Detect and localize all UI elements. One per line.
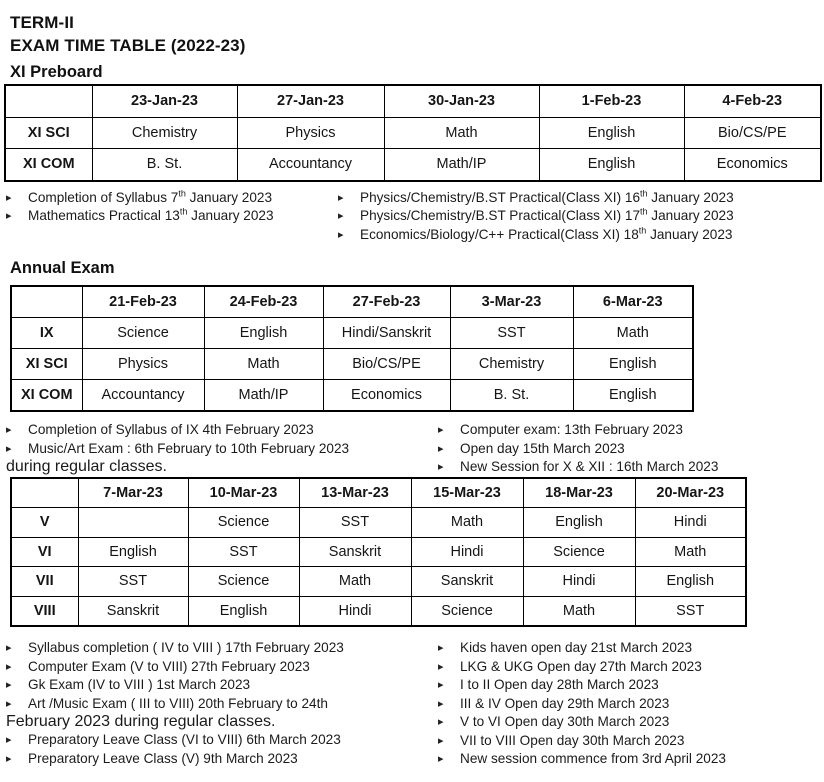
triangle-bullet-icon: ▸ bbox=[438, 424, 444, 436]
triangle-bullet-icon: ▸ bbox=[6, 191, 12, 204]
annual-table-body bbox=[11, 286, 693, 411]
preboard-row-label: XI COM bbox=[5, 149, 92, 181]
juniors-table-body bbox=[11, 478, 746, 627]
annual-subject-cell: English bbox=[573, 349, 693, 380]
note-line bbox=[438, 458, 824, 477]
table-row bbox=[11, 318, 693, 349]
note-line bbox=[338, 226, 824, 245]
annual-timetable bbox=[10, 285, 694, 412]
preboard-subject-cell: B. St. bbox=[92, 149, 237, 181]
note-text: V to VI Open day 30th March 2023 bbox=[460, 714, 670, 729]
annual-subject-cell: Math bbox=[204, 349, 323, 380]
note-line bbox=[438, 658, 824, 677]
note-item bbox=[338, 207, 824, 226]
note-line bbox=[338, 189, 824, 208]
title-line-exam: EXAM TIME TABLE (2022-23) bbox=[10, 36, 246, 55]
note-item bbox=[6, 695, 430, 732]
preboard-corner-cell bbox=[5, 85, 92, 117]
note-line bbox=[438, 732, 824, 751]
note-line bbox=[438, 676, 824, 695]
section-heading-preboard: XI Preboard bbox=[10, 63, 103, 81]
note-text: Computer Exam (V to VIII) 27th February 2023 bbox=[28, 658, 310, 674]
triangle-bullet-icon: ▸ bbox=[438, 753, 444, 765]
juniors-corner-cell bbox=[11, 478, 78, 508]
juniors-date-header: 13-Mar-23 bbox=[299, 478, 411, 508]
note-line bbox=[6, 440, 430, 459]
note-item bbox=[438, 713, 824, 732]
juniors-timetable bbox=[10, 477, 747, 628]
triangle-bullet-icon: ▸ bbox=[6, 210, 12, 222]
preboard-notes bbox=[0, 189, 824, 245]
note-item bbox=[6, 189, 330, 208]
annual-notes bbox=[0, 421, 824, 477]
triangle-bullet-icon: ▸ bbox=[438, 660, 444, 673]
preboard-subject-cell: English bbox=[539, 149, 684, 181]
triangle-bullet-icon: ▸ bbox=[6, 752, 12, 765]
note-text: Completion of Syllabus of IX 4th February 2023 bbox=[28, 422, 314, 437]
preboard-subject-cell: Math/IP bbox=[384, 149, 539, 181]
triangle-bullet-icon: ▸ bbox=[6, 734, 12, 746]
triangle-bullet-icon: ▸ bbox=[338, 228, 344, 241]
note-item bbox=[6, 731, 430, 750]
preboard-date-header: 27-Jan-23 bbox=[237, 85, 384, 117]
note-item bbox=[438, 750, 824, 769]
note-item bbox=[6, 676, 430, 695]
juniors-date-header: 15-Mar-23 bbox=[411, 478, 523, 508]
note-item bbox=[338, 226, 824, 245]
note-item bbox=[438, 676, 824, 695]
table-row bbox=[11, 349, 693, 380]
juniors-date-header: 7-Mar-23 bbox=[78, 478, 188, 508]
ordinal-suffix: th bbox=[178, 187, 186, 198]
annual-notes-left bbox=[0, 421, 430, 477]
preboard-row-label: XI SCI bbox=[5, 117, 92, 149]
triangle-bullet-icon: ▸ bbox=[438, 716, 444, 728]
note-line bbox=[6, 658, 430, 677]
note-line bbox=[438, 440, 824, 459]
juniors-subject-cell: English bbox=[78, 537, 188, 567]
triangle-bullet-icon: ▸ bbox=[6, 642, 12, 654]
preboard-date-header: 23-Jan-23 bbox=[92, 85, 237, 117]
juniors-date-header: 10-Mar-23 bbox=[188, 478, 299, 508]
note-line bbox=[6, 207, 330, 226]
note-text: Music/Art Exam : 6th February to 10th February 2023 bbox=[28, 440, 350, 456]
preboard-subject-cell: English bbox=[539, 117, 684, 149]
note-text: VII to VIII Open day 30th March 2023 bbox=[460, 732, 685, 748]
juniors-row-label: VIII bbox=[11, 596, 78, 626]
juniors-date-header: 20-Mar-23 bbox=[635, 478, 746, 508]
juniors-row-label: VI bbox=[11, 537, 78, 567]
annual-date-header: 3-Mar-23 bbox=[450, 286, 573, 318]
juniors-subject-cell: Science bbox=[188, 567, 299, 597]
juniors-subject-cell: Hindi bbox=[411, 537, 523, 567]
juniors-notes-right bbox=[430, 639, 824, 769]
note-line bbox=[438, 750, 824, 769]
note-text: New session commence from 3rd April 2023 bbox=[460, 751, 726, 766]
note-line bbox=[6, 695, 430, 714]
annual-subject-cell: Math/IP bbox=[204, 380, 323, 412]
juniors-subject-cell: Hindi bbox=[299, 596, 411, 626]
juniors-notes-left bbox=[0, 639, 430, 769]
preboard-notes-left bbox=[0, 189, 330, 245]
preboard-date-header: 30-Jan-23 bbox=[384, 85, 539, 117]
note-line bbox=[6, 421, 430, 440]
juniors-subject-cell: Sanskrit bbox=[78, 596, 188, 626]
annual-row-label: XI SCI bbox=[11, 349, 82, 380]
preboard-date-header: 1-Feb-23 bbox=[539, 85, 684, 117]
section-heading-annual: Annual Exam bbox=[10, 259, 115, 277]
note-continuation: February 2023 during regular classes. bbox=[6, 713, 276, 730]
annual-subject-cell: Physics bbox=[82, 349, 204, 380]
note-line bbox=[438, 639, 824, 658]
juniors-subject-cell: English bbox=[188, 596, 299, 626]
table-row bbox=[11, 596, 746, 626]
note-line bbox=[6, 639, 430, 658]
note-text: Preparatory Leave Class (V) 9th March 2023 bbox=[28, 750, 298, 766]
preboard-subject-cell: Accountancy bbox=[237, 149, 384, 181]
note-text: Art /Music Exam ( III to VIII) 20th February to 24th bbox=[28, 695, 328, 711]
table-row bbox=[5, 149, 821, 181]
annual-subject-cell: Chemistry bbox=[450, 349, 573, 380]
table-row bbox=[5, 117, 821, 149]
note-line bbox=[338, 207, 824, 226]
annual-date-header: 21-Feb-23 bbox=[82, 286, 204, 318]
annual-date-header: 6-Mar-23 bbox=[573, 286, 693, 318]
juniors-subject-cell: Math bbox=[299, 567, 411, 597]
note-text: III & IV Open day 29th March 2023 bbox=[460, 695, 670, 711]
annual-date-header: 24-Feb-23 bbox=[204, 286, 323, 318]
annual-notes-right bbox=[430, 421, 824, 477]
annual-subject-cell: Math bbox=[573, 318, 693, 349]
juniors-subject-cell: Hindi bbox=[635, 508, 746, 538]
triangle-bullet-icon: ▸ bbox=[6, 660, 12, 673]
annual-subject-cell: English bbox=[204, 318, 323, 349]
note-text: Physics/Chemistry/B.ST Practical(Class XI) 17th January 2023 bbox=[360, 206, 734, 223]
juniors-subject-cell bbox=[78, 508, 188, 538]
juniors-subject-cell: English bbox=[523, 508, 635, 538]
note-continuation: during regular classes. bbox=[6, 458, 167, 475]
note-text: Preparatory Leave Class (VI to VIII) 6th March 2023 bbox=[28, 732, 341, 747]
juniors-header-row bbox=[11, 478, 746, 508]
note-item bbox=[438, 440, 824, 459]
table-row bbox=[11, 508, 746, 538]
note-line bbox=[438, 713, 824, 732]
note-item bbox=[438, 458, 824, 477]
note-item bbox=[6, 207, 330, 226]
note-item bbox=[438, 421, 824, 440]
annual-row-label: IX bbox=[11, 318, 82, 349]
note-line bbox=[6, 731, 430, 750]
triangle-bullet-icon: ▸ bbox=[438, 734, 444, 747]
note-item bbox=[438, 695, 824, 714]
preboard-date-header: 4-Feb-23 bbox=[684, 85, 821, 117]
note-item bbox=[438, 658, 824, 677]
triangle-bullet-icon: ▸ bbox=[338, 210, 344, 222]
juniors-subject-cell: SST bbox=[299, 508, 411, 538]
annual-subject-cell: Economics bbox=[323, 380, 450, 412]
note-item bbox=[338, 189, 824, 208]
annual-subject-cell: Accountancy bbox=[82, 380, 204, 412]
preboard-subject-cell: Chemistry bbox=[92, 117, 237, 149]
table-row bbox=[11, 537, 746, 567]
note-item bbox=[6, 658, 430, 677]
juniors-subject-cell: Math bbox=[411, 508, 523, 538]
note-text: LKG & UKG Open day 27th March 2023 bbox=[460, 658, 702, 674]
juniors-notes bbox=[0, 639, 824, 769]
note-text: Computer exam: 13th February 2023 bbox=[460, 422, 683, 437]
triangle-bullet-icon: ▸ bbox=[438, 642, 444, 654]
juniors-subject-cell: SST bbox=[188, 537, 299, 567]
triangle-bullet-icon: ▸ bbox=[438, 679, 444, 691]
juniors-subject-cell: Science bbox=[188, 508, 299, 538]
triangle-bullet-icon: ▸ bbox=[438, 461, 444, 473]
note-item bbox=[438, 639, 824, 658]
preboard-table-body bbox=[5, 85, 821, 181]
note-text: Completion of Syllabus 7th January 2023 bbox=[28, 187, 273, 205]
annual-subject-cell: B. St. bbox=[450, 380, 573, 412]
note-line bbox=[6, 750, 430, 769]
note-text: Physics/Chemistry/B.ST Practical(Class XI) 16th January 2023 bbox=[360, 187, 734, 205]
juniors-subject-cell: Hindi bbox=[523, 567, 635, 597]
juniors-subject-cell: SST bbox=[635, 596, 746, 626]
juniors-subject-cell: Math bbox=[635, 537, 746, 567]
annual-subject-cell: SST bbox=[450, 318, 573, 349]
annual-date-header: 27-Feb-23 bbox=[323, 286, 450, 318]
ordinal-suffix: th bbox=[640, 187, 648, 198]
note-text: I to II Open day 28th March 2023 bbox=[460, 677, 659, 692]
note-line bbox=[6, 189, 330, 208]
note-item bbox=[438, 732, 824, 751]
annual-row-label: XI COM bbox=[11, 380, 82, 412]
note-item bbox=[6, 440, 430, 477]
juniors-subject-cell: Sanskrit bbox=[411, 567, 523, 597]
triangle-bullet-icon: ▸ bbox=[338, 191, 344, 204]
juniors-row-label: VII bbox=[11, 567, 78, 597]
note-line bbox=[438, 695, 824, 714]
annual-subject-cell: Science bbox=[82, 318, 204, 349]
preboard-timetable bbox=[4, 84, 822, 182]
preboard-subject-cell: Physics bbox=[237, 117, 384, 149]
note-item bbox=[6, 421, 430, 440]
note-line bbox=[438, 421, 824, 440]
note-text: Mathematics Practical 13th January 2023 bbox=[28, 206, 274, 223]
note-text: Kids haven open day 21st March 2023 bbox=[460, 640, 693, 655]
annual-subject-cell: Bio/CS/PE bbox=[323, 349, 450, 380]
preboard-notes-right bbox=[330, 189, 824, 245]
note-text: Open day 15th March 2023 bbox=[460, 440, 625, 456]
ordinal-suffix: th bbox=[640, 206, 648, 217]
note-text: Economics/Biology/C++ Practical(Class XI) 18th January 2023 bbox=[360, 224, 733, 242]
annual-corner-cell bbox=[11, 286, 82, 318]
title-line-term: TERM-II bbox=[10, 13, 74, 32]
table-row bbox=[11, 380, 693, 412]
preboard-subject-cell: Bio/CS/PE bbox=[684, 117, 821, 149]
note-item bbox=[6, 639, 430, 658]
note-text: Syllabus completion ( IV to VIII ) 17th February 2023 bbox=[28, 640, 344, 655]
document-title-block bbox=[0, 0, 824, 84]
ordinal-suffix: th bbox=[638, 224, 647, 235]
triangle-bullet-icon: ▸ bbox=[438, 442, 444, 455]
preboard-subject-cell: Math bbox=[384, 117, 539, 149]
table-row bbox=[11, 567, 746, 597]
juniors-date-header: 18-Mar-23 bbox=[523, 478, 635, 508]
annual-subject-cell: Hindi/Sanskrit bbox=[323, 318, 450, 349]
triangle-bullet-icon: ▸ bbox=[6, 697, 12, 710]
juniors-subject-cell: English bbox=[635, 567, 746, 597]
triangle-bullet-icon: ▸ bbox=[438, 697, 444, 710]
note-item bbox=[6, 750, 430, 769]
juniors-subject-cell: SST bbox=[78, 567, 188, 597]
triangle-bullet-icon: ▸ bbox=[6, 679, 12, 691]
juniors-row-label: V bbox=[11, 508, 78, 538]
preboard-subject-cell: Economics bbox=[684, 149, 821, 181]
note-line bbox=[6, 676, 430, 695]
juniors-subject-cell: Science bbox=[523, 537, 635, 567]
note-text: New Session for X & XII : 16th March 2023 bbox=[460, 459, 719, 474]
preboard-header-row bbox=[5, 85, 821, 117]
note-text: Gk Exam (IV to VIII ) 1st March 2023 bbox=[28, 677, 251, 692]
juniors-subject-cell: Math bbox=[523, 596, 635, 626]
ordinal-suffix: th bbox=[179, 206, 188, 217]
juniors-subject-cell: Science bbox=[411, 596, 523, 626]
triangle-bullet-icon: ▸ bbox=[6, 424, 12, 436]
juniors-subject-cell: Sanskrit bbox=[299, 537, 411, 567]
annual-subject-cell: English bbox=[573, 380, 693, 412]
triangle-bullet-icon: ▸ bbox=[6, 442, 12, 455]
annual-header-row bbox=[11, 286, 693, 318]
